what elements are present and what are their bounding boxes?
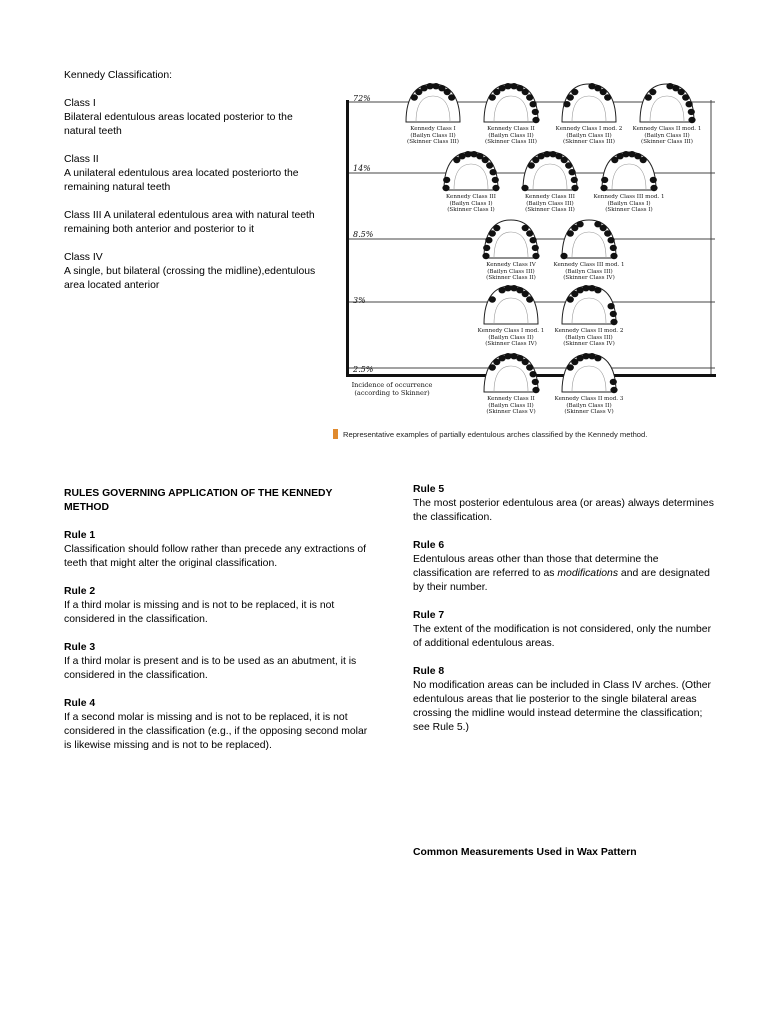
tooth-mark	[682, 94, 689, 100]
dental-arch-icon	[400, 80, 466, 124]
class-description: A unilateral edentulous area located posteriorto the remaining natural teeth	[64, 168, 299, 193]
caption-marker	[333, 429, 338, 439]
pct-label: 8.5%	[353, 230, 374, 239]
arch-label-line: (Bailyn Class III)	[487, 268, 535, 275]
class-name: Class III	[64, 210, 102, 221]
tooth-mark	[532, 117, 539, 123]
arch-label-line: (Bailyn Class II)	[488, 402, 534, 409]
tooth-mark	[608, 237, 615, 243]
tooth-mark	[482, 253, 489, 259]
tooth-mark	[610, 253, 617, 259]
arch-label-line: (Skinner Class I)	[605, 207, 653, 214]
wax-pattern-heading: Common Measurements Used in Wax Pattern	[413, 847, 637, 858]
tooth-mark	[650, 177, 657, 183]
arch-label-line: (Bailyn Class III)	[565, 268, 613, 275]
arch-label-line: Kennedy Class I	[410, 126, 456, 132]
tooth-mark	[492, 177, 499, 183]
tooth-mark	[567, 364, 574, 370]
tooth-mark	[532, 245, 539, 251]
figure-caption	[333, 429, 728, 440]
arch-label-line: Kennedy Class II mod. 3	[554, 396, 624, 402]
tooth-mark	[571, 185, 578, 191]
arch-label-line: Kennedy Class II mod. 2	[554, 328, 624, 334]
tooth-mark	[569, 169, 576, 175]
tooth-mark	[492, 185, 499, 191]
tooth-mark	[532, 109, 539, 115]
rule-title: Rule 2	[64, 586, 96, 597]
arch-label	[433, 194, 509, 214]
tooth-mark	[678, 89, 685, 95]
arch-label-line: (Bailyn Class II)	[566, 132, 612, 139]
tooth-mark	[610, 311, 617, 317]
tooth-mark	[610, 245, 617, 251]
rules-heading: RULES GOVERNING APPLICATION OF THE KENNEDY METHOD	[64, 488, 333, 513]
arch-label-line: (Bailyn Class III)	[565, 334, 613, 341]
kennedy-classification-section	[64, 69, 326, 293]
dental-arch-icon	[478, 350, 544, 394]
arch-label-line: (Skinner Class III)	[641, 139, 693, 146]
dental-arch-icon	[478, 216, 544, 260]
tooth-mark	[489, 94, 496, 100]
tooth-mark	[610, 379, 617, 385]
arch-label	[395, 126, 471, 146]
tooth-mark	[483, 245, 490, 251]
arch-outline	[562, 354, 616, 392]
rule-text-emphasis: modifications	[557, 568, 619, 579]
tooth-mark	[610, 319, 617, 325]
arch-label	[512, 194, 588, 214]
tooth-mark	[486, 162, 493, 168]
class-name: Class II	[64, 154, 99, 165]
tooth-mark	[594, 355, 601, 361]
class-description: A single, but bilateral (crossing the midline),edentulous area located anterior	[64, 266, 316, 291]
tooth-mark	[448, 94, 455, 100]
rule-7	[413, 609, 718, 651]
rule-text: If a third molar is missing and is not to be replaced, it is not considered in the classification.	[64, 600, 335, 625]
tooth-mark	[650, 185, 657, 191]
rule-text: The most posterior edentulous area (or areas) always determines the classification.	[413, 498, 714, 523]
tooth-mark	[604, 230, 611, 236]
arch-label-line: Kennedy Class II	[487, 126, 535, 132]
arch-label-line: Kennedy Class I mod. 2	[555, 126, 623, 132]
tooth-mark	[600, 185, 607, 191]
arch-label-line: (Skinner Class IV)	[563, 275, 615, 282]
arch-label-line: Kennedy Class I mod. 1	[477, 328, 545, 334]
arch-label	[591, 194, 667, 214]
arch-outline	[406, 84, 460, 122]
tooth-mark	[594, 287, 601, 293]
arch-label-line: Kennedy Class III mod. 1	[593, 194, 665, 200]
tooth-mark	[526, 94, 533, 100]
rule-title: Rule 8	[413, 666, 445, 677]
tooth-mark	[567, 94, 574, 100]
arch-label-line: (Bailyn Class III)	[526, 200, 574, 207]
tooth-mark	[489, 364, 496, 370]
arch-label-line: (Skinner Class I)	[447, 207, 495, 214]
arch-layer	[333, 78, 728, 428]
rule-title: Rule 6	[413, 540, 445, 551]
class-description: Bilateral edentulous areas located posterior to the natural teeth	[64, 112, 293, 137]
tooth-mark	[688, 109, 695, 115]
arch-label-line: (Bailyn Class II)	[488, 334, 534, 341]
rule-text: Classification should follow rather than precede any extractions of teeth that might alter the original classification.	[64, 544, 367, 569]
dental-arch-icon	[438, 148, 504, 192]
arch-label	[551, 126, 627, 146]
tooth-mark	[577, 221, 584, 227]
rule-text: No modification areas can be included in Class IV arches. (Other edentulous areas that lie posterior to the single bilateral areas crossing the midline would instead determine the classification; see Rule 5.)	[413, 680, 712, 733]
arch-label-line: (Skinner Class IV)	[485, 341, 537, 348]
arch-label	[473, 328, 549, 348]
caption-text: Representative examples of partially edentulous arches classified by the Kennedy method.	[343, 430, 648, 439]
tooth-mark	[565, 162, 572, 168]
tooth-mark	[530, 371, 537, 377]
rule-text	[413, 553, 718, 595]
class-name: Class IV	[64, 252, 103, 263]
rule-4	[64, 697, 374, 753]
arch-label-line: (Bailyn Class II)	[410, 132, 456, 139]
pct-label: 3%	[353, 296, 366, 305]
arch-label-line: (Bailyn Class II)	[488, 132, 534, 139]
pct-label: 14%	[353, 164, 371, 173]
rule-text-part: Edentulous areas other than those that determine the classification are referred to as	[413, 554, 659, 579]
dental-arch-icon	[478, 80, 544, 124]
rule-text: If a third molar is present and is to be used as an abutment, it is considered in the classification.	[64, 656, 357, 681]
tooth-mark	[522, 89, 529, 95]
tooth-mark	[530, 101, 537, 107]
pct-label: 72%	[353, 94, 371, 103]
rule-title: Rule 7	[413, 610, 445, 621]
pct-label: 2.5%	[353, 365, 374, 374]
tooth-mark	[442, 185, 449, 191]
tooth-mark	[526, 296, 533, 302]
class-ii-block	[64, 153, 326, 195]
arch-label-line: (Skinner Class II)	[486, 275, 536, 282]
tooth-mark	[444, 89, 451, 95]
tooth-mark	[493, 225, 500, 231]
tooth-mark	[567, 230, 574, 236]
arch-label-line: (Skinner Class III)	[485, 139, 537, 146]
tooth-mark	[521, 185, 528, 191]
tooth-mark	[601, 177, 608, 183]
tooth-mark	[649, 89, 656, 95]
rule-title: Rule 4	[64, 698, 96, 709]
tooth-mark	[526, 230, 533, 236]
dental-arch-icon	[556, 216, 622, 260]
arch-label	[473, 262, 549, 282]
class-iv-block	[64, 251, 326, 293]
tooth-mark	[610, 387, 617, 393]
tooth-mark	[522, 291, 529, 297]
rule-5	[413, 483, 718, 525]
rule-1	[64, 529, 374, 571]
dental-arch-icon	[596, 148, 662, 192]
arch-label	[551, 262, 627, 282]
tooth-mark	[608, 303, 615, 309]
arch-label-line: (Skinner Class III)	[563, 139, 615, 146]
dental-arch-icon	[556, 282, 622, 326]
arch-label-line: Kennedy Class II	[487, 396, 535, 402]
arch-label	[473, 126, 549, 146]
class-description: A unilateral edentulous area with natural teeth remaining both anterior and posterior to it	[64, 210, 315, 235]
tooth-mark	[528, 162, 535, 168]
class-i-block	[64, 97, 326, 139]
tooth-mark	[522, 225, 529, 231]
tooth-mark	[561, 157, 568, 163]
tooth-mark	[532, 253, 539, 259]
tooth-mark	[530, 237, 537, 243]
tooth-mark	[571, 177, 578, 183]
tooth-mark	[600, 89, 607, 95]
tooth-mark	[600, 225, 607, 231]
tooth-mark	[571, 89, 578, 95]
rules-left-column	[64, 487, 374, 753]
arch-outline	[484, 286, 538, 324]
arch-label-line: (Bailyn Class I)	[607, 200, 651, 207]
class-name: Class I	[64, 98, 96, 109]
tooth-mark	[532, 379, 539, 385]
arch-label-line: Kennedy Class III mod. 1	[553, 262, 625, 268]
arch-label-line: Kennedy Class III	[525, 194, 575, 200]
rule-3	[64, 641, 374, 683]
tooth-mark	[489, 230, 496, 236]
arch-label	[473, 396, 549, 416]
tooth-mark	[686, 101, 693, 107]
tooth-mark	[532, 387, 539, 393]
arch-label	[551, 328, 627, 348]
arch-label-line: Kennedy Class IV	[486, 262, 536, 268]
intro-title: Kennedy Classification:	[64, 70, 173, 81]
rule-title: Rule 5	[413, 484, 445, 495]
rule-title: Rule 1	[64, 530, 96, 541]
dental-arch-icon	[634, 80, 700, 124]
arch-label-line: (Skinner Class V)	[564, 409, 614, 416]
arch-label-line: (Bailyn Class I)	[449, 200, 493, 207]
arch-label	[629, 126, 705, 146]
tooth-mark	[490, 169, 497, 175]
rule-6	[413, 539, 718, 595]
rule-2	[64, 585, 374, 627]
dental-arch-icon	[517, 148, 583, 192]
rule-text-part: and are designated by their number.	[413, 568, 710, 593]
arch-label	[551, 396, 627, 416]
tooth-mark	[688, 117, 695, 123]
tooth-mark	[485, 237, 492, 243]
tooth-mark	[563, 101, 570, 107]
arch-label-line: (Skinner Class IV)	[563, 341, 615, 348]
tooth-mark	[567, 296, 574, 302]
arch-label-line: (Bailyn Class II)	[644, 132, 690, 139]
dental-arch-icon	[478, 282, 544, 326]
arch-label-line: (Skinner Class II)	[525, 207, 575, 214]
rule-8	[413, 665, 718, 735]
arch-outline	[602, 152, 656, 190]
incidence-label: Incidence of occurrence (according to Skinner)	[351, 381, 433, 397]
tooth-mark	[443, 177, 450, 183]
tooth-mark	[604, 94, 611, 100]
tooth-mark	[645, 94, 652, 100]
tooth-mark	[526, 364, 533, 370]
arch-label-line: (Skinner Class III)	[407, 139, 459, 146]
dental-arch-icon	[556, 80, 622, 124]
tooth-mark	[482, 157, 489, 163]
tooth-mark	[411, 94, 418, 100]
dental-arch-icon	[556, 350, 622, 394]
arch-label-line: Kennedy Class III	[446, 194, 496, 200]
tooth-mark	[560, 253, 567, 259]
arch-label-line: Kennedy Class II mod. 1	[632, 126, 702, 132]
tooth-mark	[489, 296, 496, 302]
rules-right-column	[413, 483, 718, 735]
rule-title: Rule 3	[64, 642, 96, 653]
tooth-mark	[522, 359, 529, 365]
arch-label-line: (Bailyn Class II)	[566, 402, 612, 409]
arch-label-line: (Skinner Class V)	[486, 409, 536, 416]
rule-text: If a second molar is missing and is not to be replaced, it is not considered in the classification (e.g., if the opposing second molar is likewise missing and is not to be replaced).	[64, 712, 368, 751]
tooth-mark	[640, 157, 647, 163]
class-iii-block	[64, 209, 326, 237]
rule-text: The extent of the modification is not considered, only the number of additional edentulous areas.	[413, 624, 712, 649]
